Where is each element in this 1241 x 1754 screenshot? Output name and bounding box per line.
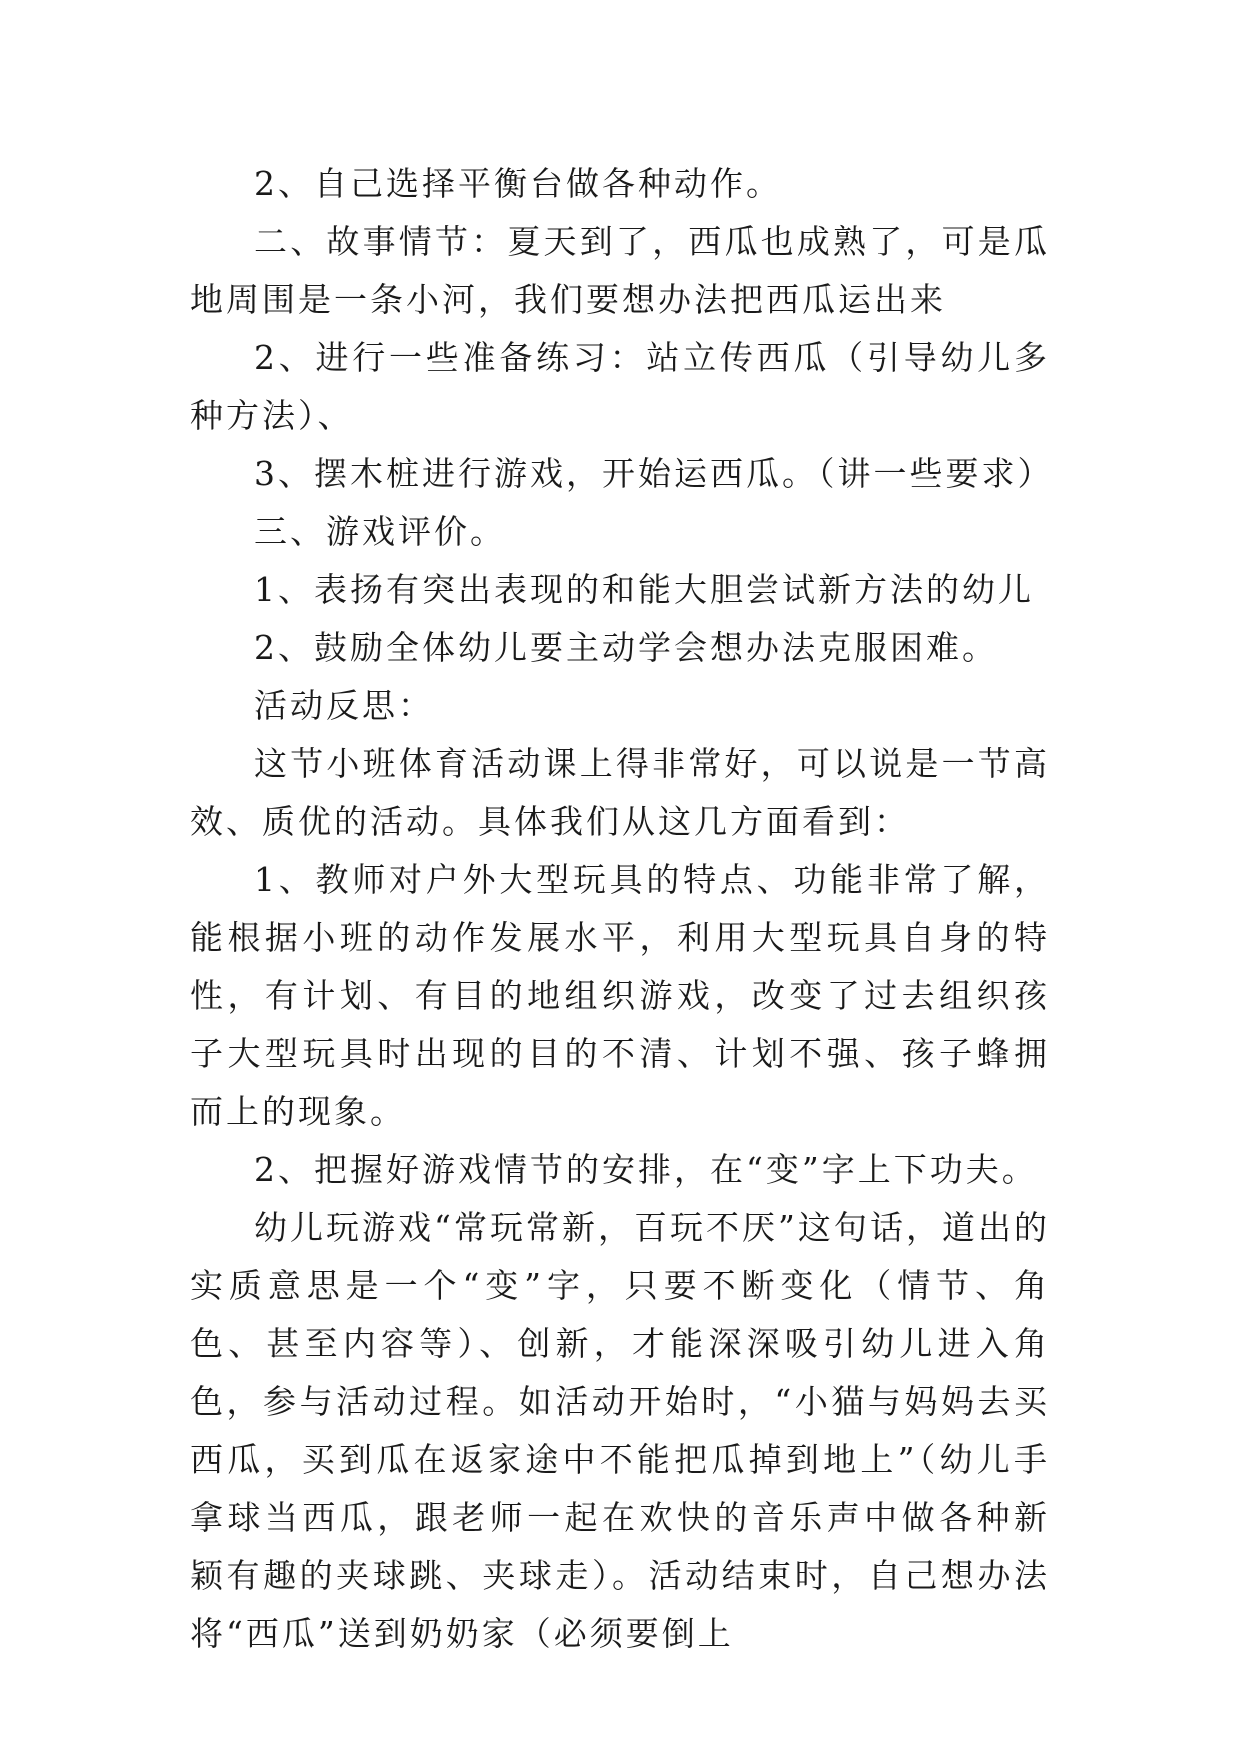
paragraph: 幼儿玩游戏“常玩常新，百玩不厌”这句话，道出的实质意思是一个“变”字，只要不断变化（情节、角色、甚至内容等）、创新，才能深深吸引幼儿进入角色，参与活动过程。如活动开始时，“小猫与妈妈去买西瓜，买到瓜在返家途中不能把瓜掉到地上”（幼儿手拿球当西瓜，跟老师一起在欢快的音乐声中做各种新颖有趣的夹球跳、夹球走）。活动结束时，自己想办法将“西瓜”送到奶奶家（必须要倒上 xyxy=(190,1208,1050,1653)
paragraph: 2、鼓励全体幼儿要主动学会想办法克服困难。 xyxy=(254,628,998,667)
paragraph: 三、游戏评价。 xyxy=(254,512,506,551)
paragraph: 1、教师对户外大型玩具的特点、功能非常了解，能根据小班的动作发展水平，利用大型玩具自身的特性，有计划、有目的地组织游戏，改变了过去组织孩子大型玩具时出现的目的不清、计划不强、孩子蜂拥而上的现象。 xyxy=(190,860,1050,1131)
paragraph: 二、故事情节：夏天到了，西瓜也成熟了，可是瓜地周围是一条小河，我们要想办法把西瓜运出来 xyxy=(190,222,1050,319)
paragraph: 2、把握好游戏情节的安排，在“变”字上下功夫。 xyxy=(254,1150,1038,1189)
paragraph: 1、表扬有突出表现的和能大胆尝试新方法的幼儿 xyxy=(254,570,1034,609)
paragraph: 2、自己选择平衡台做各种动作。 xyxy=(254,164,782,203)
paragraph: 3、摆木桩进行游戏，开始运西瓜。（讲一些要求） xyxy=(254,454,1054,493)
document-body xyxy=(190,155,1054,1663)
section-heading: 活动反思： xyxy=(254,686,434,725)
paragraph: 这节小班体育活动课上得非常好，可以说是一节高效、质优的活动。具体我们从这几方面看到： xyxy=(190,744,1050,841)
paragraph: 2、进行一些准备练习：站立传西瓜（引导幼儿多种方法）、 xyxy=(190,338,1050,435)
